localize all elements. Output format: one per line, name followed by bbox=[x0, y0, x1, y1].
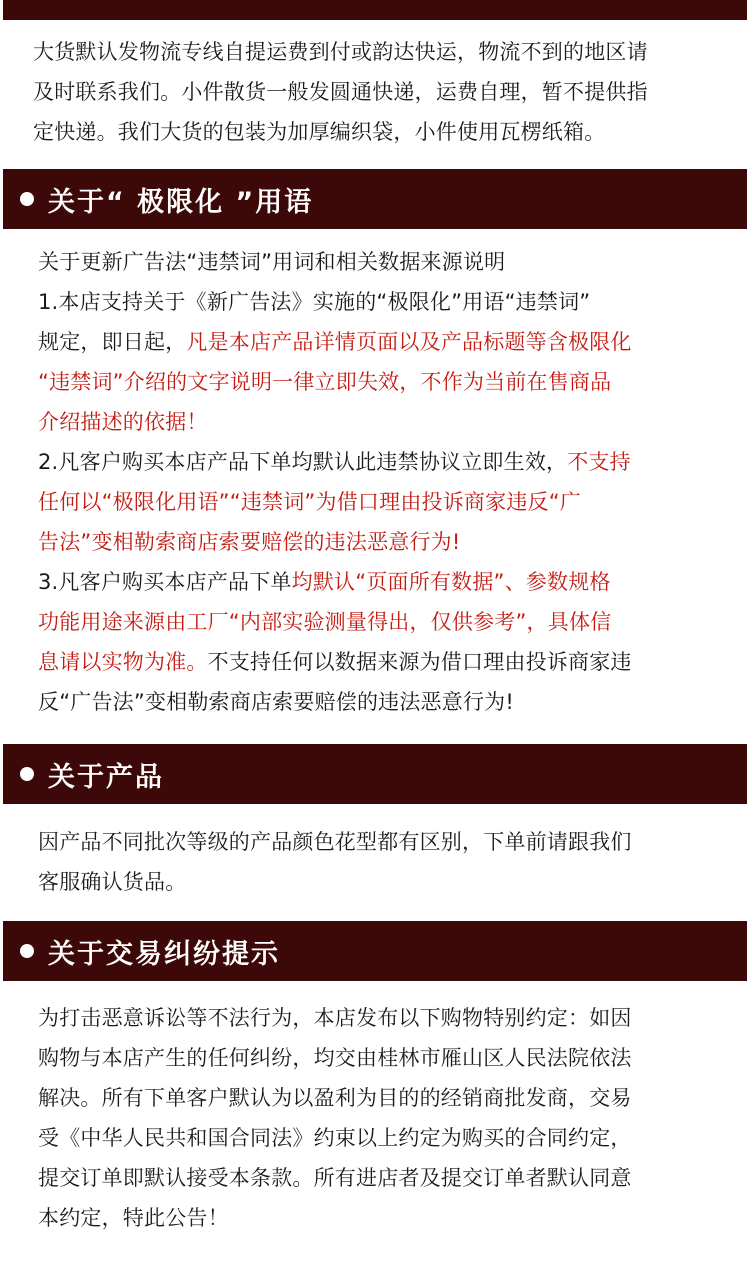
paragraph-line bbox=[38, 602, 738, 642]
paragraph-line bbox=[38, 242, 738, 282]
paragraph-line bbox=[38, 562, 738, 602]
paragraph-line: 为打击恶意诉讼等不法行为，本店发布以下购物特别约定：如因 bbox=[38, 1006, 632, 1030]
paragraph-line: 本约定，特此公告！ bbox=[38, 1206, 229, 1230]
paragraph-line: 购物与本店产生的任何纠纷，均交由桂林市雁山区人民法院依法 bbox=[38, 1046, 632, 1070]
highlighted-text: 凡是本店产品详情页面以及产品标题等含极限化 bbox=[186, 330, 632, 354]
paragraph-line: 受《中华人民共和国合同法》约束以上约定为购买的合同约定， bbox=[38, 1126, 632, 1150]
plain-text: 规定，即日起， bbox=[38, 330, 187, 354]
paragraph-line bbox=[38, 442, 738, 482]
highlighted-text: 息请以实物为准。 bbox=[38, 650, 208, 674]
highlighted-text: 告法”变相勒索商店索要赔偿的违法恶意行为! bbox=[38, 530, 461, 554]
bullet-dot-icon bbox=[20, 944, 34, 958]
paragraph-line: 大货默认发物流专线自提运费到付或韵达快运，物流不到的地区请 bbox=[33, 40, 648, 64]
section-title: 关于产品 bbox=[48, 761, 164, 793]
highlighted-text: 介绍描述的依据！ bbox=[38, 410, 208, 434]
highlighted-text: 功能用途来源由工厂“内部实验测量得出，仅供参考”，具体信 bbox=[38, 610, 612, 634]
section-title: 关于“ 极限化 ”用语 bbox=[48, 186, 314, 218]
paragraph-line: 解决。所有下单客户默认为以盈利为目的的经销商批发商，交易 bbox=[38, 1086, 632, 1110]
section-header-bar-top bbox=[3, 0, 747, 20]
section-header-dispute bbox=[3, 921, 747, 981]
dispute-paragraph bbox=[38, 998, 738, 1238]
plain-text: 不支持任何以数据来源为借口理由投诉商家违 bbox=[207, 650, 632, 674]
plain-text: 1.本店支持关于《新广告法》实施的“极限化”用语“违禁词” bbox=[38, 290, 591, 314]
paragraph-line bbox=[38, 362, 738, 402]
paragraph-line bbox=[38, 642, 738, 682]
section-header-product bbox=[3, 744, 747, 804]
section-title: 关于交易纠纷提示 bbox=[48, 938, 280, 970]
product-paragraph bbox=[38, 822, 738, 902]
shipping-paragraph bbox=[33, 32, 733, 152]
paragraph-line bbox=[38, 522, 738, 562]
paragraph-line: 提交订单即默认接受本条款。所有进店者及提交订单者默认同意 bbox=[38, 1166, 632, 1190]
plain-text: 反“广告法”变相勒索商店索要赔偿的违法恶意行为! bbox=[38, 690, 514, 714]
paragraph-line bbox=[38, 402, 738, 442]
highlighted-text: 不支持 bbox=[567, 450, 631, 474]
paragraph-line bbox=[38, 322, 738, 362]
section-header-extreme-terms bbox=[3, 169, 747, 229]
plain-text: 关于更新广告法“违禁词”用词和相关数据来源说明 bbox=[38, 250, 506, 274]
plain-text: 3.凡客户购买本店产品下单 bbox=[38, 570, 292, 594]
paragraph-line: 客服确认货品。 bbox=[38, 870, 187, 894]
paragraph-line bbox=[38, 682, 738, 722]
highlighted-text: 任何以“极限化用语”“违禁词”为借口理由投诉商家违反“广 bbox=[38, 490, 581, 514]
paragraph-line bbox=[38, 282, 738, 322]
bullet-dot-icon bbox=[20, 767, 34, 781]
plain-text: 2.凡客户购买本店产品下单均默认此违禁协议立即生效， bbox=[38, 450, 568, 474]
paragraph-line bbox=[38, 482, 738, 522]
extreme-terms-paragraph bbox=[38, 242, 738, 722]
paragraph-line: 及时联系我们。小件散货一般发圆通快递，运费自理，暂不提供指 bbox=[33, 80, 648, 104]
highlighted-text: “违禁词”介绍的文字说明一律立即失效，不作为当前在售商品 bbox=[38, 370, 612, 394]
bullet-dot-icon bbox=[20, 192, 34, 206]
paragraph-line: 定快递。我们大货的包装为加厚编织袋，小件使用瓦楞纸箱。 bbox=[33, 120, 606, 144]
highlighted-text: 均默认“页面所有数据”、参数规格 bbox=[291, 570, 611, 594]
paragraph-line: 因产品不同批次等级的产品颜色花型都有区别，下单前请跟我们 bbox=[38, 830, 632, 854]
